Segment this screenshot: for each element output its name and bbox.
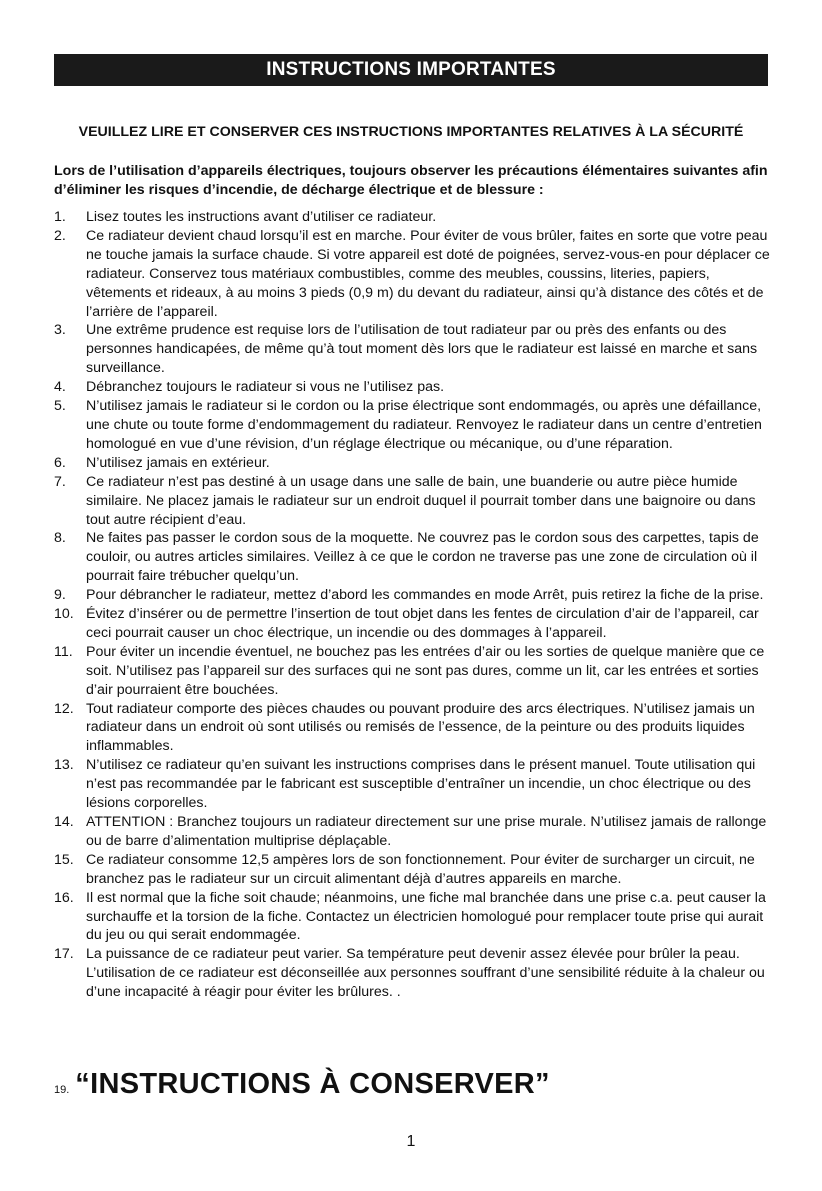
closing-heading: “INSTRUCTIONS À CONSERVER” xyxy=(75,1068,550,1100)
safety-subtitle: VEUILLEZ LIRE ET CONSERVER CES INSTRUCTIONS IMPORTANTES RELATIVES À LA SÉCURITÉ xyxy=(78,124,744,140)
item-text: Débranchez toujours le radiateur si vous ne l’utilisez pas. xyxy=(86,379,445,396)
item-number: 15. xyxy=(54,851,74,868)
item-text: Ce radiateur consomme 12,5 ampères lors de son fonctionnement. Pour éviter de surcharger un circuit, ne branchez pas le radiateur sur un circuit alimentant déjà d’autres appareils en marche. xyxy=(86,851,755,887)
list-item xyxy=(54,208,770,227)
item-number: 10. xyxy=(54,606,74,623)
item-number: 11. xyxy=(54,643,73,660)
list-item xyxy=(54,813,770,851)
list-item xyxy=(54,473,770,530)
page-title-banner xyxy=(54,54,768,86)
item-number: 6. xyxy=(54,454,66,471)
list-item xyxy=(54,605,770,643)
item-text: Pour éviter un incendie éventuel, ne bouchez pas les entrées d’air ou les sorties de quelque manière que ce soit. N’utilisez pas l’appareil sur des surfaces qui ne sont pas dures, comme un lit, car les entrées et sorties d’air pourraient être bouchées. xyxy=(86,643,765,698)
item-number: 17. xyxy=(54,946,74,963)
item-number: 1. xyxy=(54,209,66,225)
list-item xyxy=(54,700,770,757)
item-number: 5. xyxy=(54,398,66,415)
item-text: Il est normal que la fiche soit chaude; néanmoins, une fiche mal branchée dans une prise c.a. peut causer la surchauffe et la torsion de la fiche. Contactez un électricien homologué pour remplacer toute prise qui aurait du jeu ou qui serait endommagée. xyxy=(86,889,766,944)
item-number: 7. xyxy=(54,473,66,490)
instruction-list xyxy=(54,208,770,1002)
list-item xyxy=(54,321,770,378)
list-item xyxy=(54,756,770,813)
list-item xyxy=(54,454,770,473)
item-text: N’utilisez jamais le radiateur si le cordon ou la prise électrique sont endommagés, ou après une défaillance, une chute ou toute forme d’endommagement du radiateur. Renvoyez le radiateur dans un centre d’entretien homologué en vue d’une révision, d’un réglage électrique ou mécanique, ou d’une réparation. xyxy=(86,398,762,452)
item-text: Lisez toutes les instructions avant d’utiliser ce radiateur. xyxy=(86,209,437,225)
intro-paragraph: Lors de l’utilisation d’appareils électriques, toujours observer les précautions élémentaires suivantes afin d’éliminer les risques d’incendie, de décharge électrique et de blessure : xyxy=(54,163,768,198)
page-number: 1 xyxy=(406,1133,416,1150)
item-text: Ce radiateur n’est pas destiné à un usage dans une salle de bain, une buanderie ou autre pièce humide similaire. Ne placez jamais le radiateur sur un endroit duquel il pourrait tomber dans une baignoire ou dans tout autre récipient d’eau. xyxy=(86,473,756,528)
item-text: Évitez d’insérer ou de permettre l’insertion de tout objet dans les fentes de circulation d’air de l’appareil, car ceci pourrait causer un choc électrique, un incendie ou des dommages à l’appareil. xyxy=(86,606,759,641)
item-text: Une extrême prudence est requise lors de l’utilisation de tout radiateur par ou près des enfants ou des personnes handicapées, de même qu’à tout moment dès lors que le radiateur est laissé en marche et sans surveillance. xyxy=(86,322,758,377)
list-item xyxy=(54,945,770,1002)
list-item xyxy=(54,227,770,322)
item-number: 12. xyxy=(54,700,74,717)
page-title: INSTRUCTIONS IMPORTANTES xyxy=(266,59,556,80)
item-number: 2. xyxy=(54,227,66,244)
list-item xyxy=(54,529,770,586)
item-text: Tout radiateur comporte des pièces chaudes ou pouvant produire des arcs électriques. N’utilisez jamais un radiateur dans un endroit où sont utilisés ou remisés de l’essence, de la peinture ou des produits liquides inflammables. xyxy=(86,700,755,755)
item-text: ATTENTION : Branchez toujours un radiateur directement sur une prise murale. N’utilisez jamais de rallonge ou de barre d’alimentation multiprise déplaçable. xyxy=(86,814,767,849)
list-item xyxy=(54,889,770,946)
list-item xyxy=(54,378,770,397)
item-text: N’utilisez jamais en extérieur. xyxy=(86,454,270,471)
item-number: 4. xyxy=(54,379,66,396)
closing-number: 19. xyxy=(54,1084,70,1096)
item-number: 13. xyxy=(54,757,74,774)
item-number: 14. xyxy=(54,814,74,830)
list-item xyxy=(54,643,770,700)
item-number: 9. xyxy=(54,587,66,604)
list-item xyxy=(54,851,770,889)
item-text: La puissance de ce radiateur peut varier. Sa température peut devenir assez élevée pour brûler la peau. L’utilisation de ce radiateur est déconseillée aux personnes souffrant d’une sensibilité réduite à la chaleur ou d’une incapacité à réagir pour éviter les brûlures. . xyxy=(86,946,765,1001)
item-number: 8. xyxy=(54,530,66,547)
item-text: Ne faites pas passer le cordon sous de la moquette. Ne couvrez pas le cordon sous des carpettes, tapis de couloir, ou autres articles similaires. Veillez à ce que le cordon ne traverse pas une zone de circulation où il pourrait faire trébucher quelqu’un. xyxy=(86,530,759,585)
list-item xyxy=(54,397,770,454)
list-item xyxy=(54,586,770,605)
item-text: Ce radiateur devient chaud lorsqu’il est en marche. Pour éviter de vous brûler, faites en sorte que votre peau ne touche jamais la surface chaude. Si votre appareil est doté de poignées, servez-vous-en pour déplacer ce radiateur. Conservez tous matériaux combustibles, comme des meubles, coussins, literies, papiers, vêtements et rideaux, à au moins 3 pieds (0,9 m) du devant du radiateur, ainsi qu’à distance des côtés et de l’arrière de l’appareil. xyxy=(86,227,770,320)
item-text: Pour débrancher le radiateur, mettez d’abord les commandes en mode Arrêt, puis retirez la fiche de la prise. xyxy=(86,587,764,604)
closing-statement xyxy=(54,1068,768,1101)
item-text: N’utilisez ce radiateur qu’en suivant les instructions comprises dans le présent manuel. Toute utilisation qui n’est pas recommandée par le fabricant est susceptible d’entraîner un incendie, un choc électrique ou des lésions corporelles. xyxy=(86,757,756,812)
item-number: 16. xyxy=(54,889,74,906)
item-number: 3. xyxy=(54,322,66,339)
